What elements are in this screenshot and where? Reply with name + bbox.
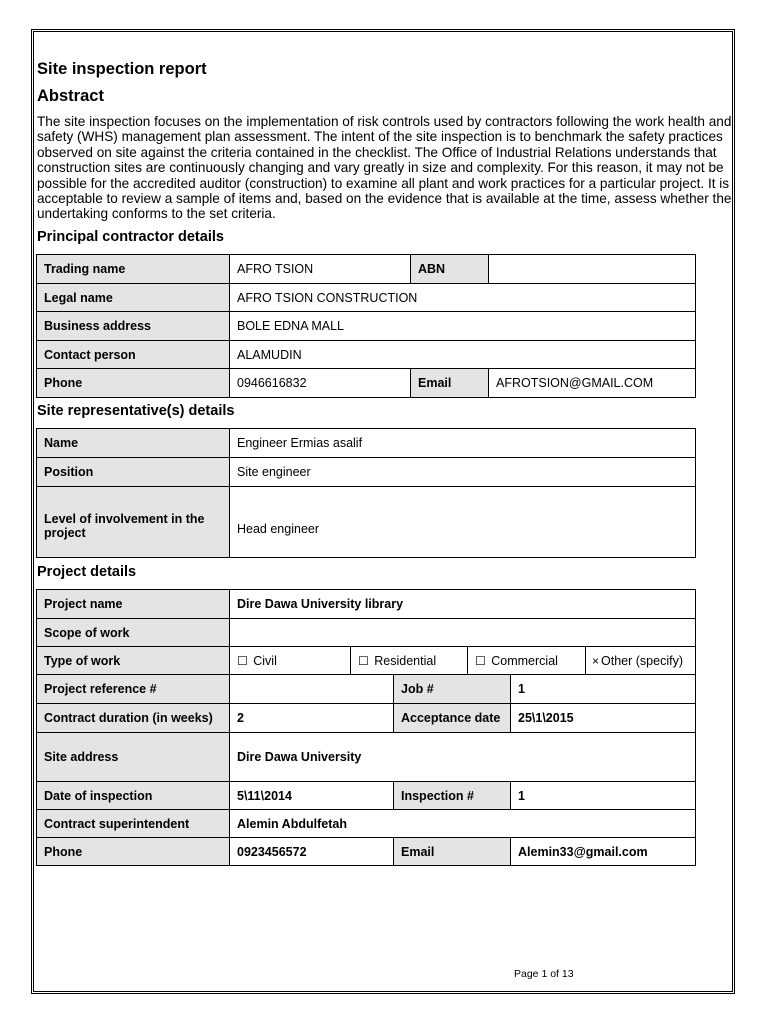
table-row <box>37 590 696 619</box>
table-row <box>37 675 696 704</box>
checkbox-icon: ☐ <box>475 653 486 668</box>
site-representative-table <box>36 428 696 558</box>
table-row <box>37 733 696 782</box>
site-address-label: Site address <box>37 733 230 782</box>
business-address-value: BOLE EDNA MALL <box>230 312 696 341</box>
cross-icon: × <box>592 653 600 668</box>
table-row <box>37 782 696 810</box>
phone-label: Phone <box>37 369 230 398</box>
rep-name-label: Name <box>37 429 230 458</box>
report-title: Site inspection report <box>37 60 207 78</box>
type-option-other[interactable]: × Other (specify) <box>586 647 696 675</box>
scope-of-work-value <box>230 619 696 647</box>
table-row <box>37 369 696 398</box>
rep-name-value: Engineer Ermias asalif <box>230 429 696 458</box>
legal-name-value: AFRO TSION CONSTRUCTION <box>230 284 696 312</box>
type-option-residential[interactable]: ☐ Residential <box>351 647 468 675</box>
contact-person-label: Contact person <box>37 341 230 369</box>
type-option-civil[interactable]: ☐ Civil <box>230 647 351 675</box>
job-number-label: Job # <box>394 675 511 704</box>
email-label: Email <box>411 369 489 398</box>
involvement-label: Level of involvement in the project <box>37 487 230 558</box>
inspection-date-value: 5\11\2014 <box>230 782 394 810</box>
principal-contractor-heading: Principal contractor details <box>37 229 224 245</box>
project-reference-value <box>230 675 394 704</box>
email-value: AFROTSION@GMAIL.COM <box>489 369 696 398</box>
table-row <box>37 810 696 838</box>
involvement-value: Head engineer <box>230 487 696 558</box>
table-row <box>37 838 696 866</box>
table-row <box>37 619 696 647</box>
table-row <box>37 312 696 341</box>
table-row <box>37 255 696 284</box>
site-address-value: Dire Dawa University <box>230 733 696 782</box>
superintendent-label: Contract superintendent <box>37 810 230 838</box>
scope-of-work-label: Scope of work <box>37 619 230 647</box>
project-phone-value: 0923456572 <box>230 838 394 866</box>
contract-duration-value: 2 <box>230 704 394 733</box>
inspection-number-label: Inspection # <box>394 782 511 810</box>
table-row <box>37 647 696 675</box>
table-row <box>37 487 696 558</box>
phone-value: 0946616832 <box>230 369 411 398</box>
trading-name-label: Trading name <box>37 255 230 284</box>
table-row <box>37 458 696 487</box>
acceptance-date-value: 25\1\2015 <box>511 704 696 733</box>
abstract-heading: Abstract <box>37 87 104 105</box>
abn-label: ABN <box>411 255 489 284</box>
project-email-label: Email <box>394 838 511 866</box>
rep-position-label: Position <box>37 458 230 487</box>
project-details-table <box>36 589 696 866</box>
project-phone-label: Phone <box>37 838 230 866</box>
checkbox-icon: ☐ <box>237 653 248 668</box>
abn-value <box>489 255 696 284</box>
abstract-text: The site inspection focuses on the implementation of risk controls used by contractors following the work health and safety (WHS) management plan assessment. The intent of the site inspection is to benchmark the safety practices observed on site against the criteria contained in the checklist. The Office of Industrial Relations understands that construction sites are continuously changing and vary greatly in size and complexity. For this reason, it may not be possible for the accredited auditor (construction) to examine all plant and work practices for a particular project. It is acceptable to review a sample of items and, based on the evidence that is available at the time, assess whether the undertaking conforms to the set criteria. <box>37 114 732 222</box>
table-row <box>37 429 696 458</box>
contact-person-value: ALAMUDIN <box>230 341 696 369</box>
job-number-value: 1 <box>511 675 696 704</box>
project-reference-label: Project reference # <box>37 675 230 704</box>
rep-position-value: Site engineer <box>230 458 696 487</box>
table-row <box>37 704 696 733</box>
checkbox-icon: ☐ <box>358 653 369 668</box>
project-details-heading: Project details <box>37 564 137 580</box>
inspection-number-value: 1 <box>511 782 696 810</box>
type-option-commercial[interactable]: ☐ Commercial <box>468 647 586 675</box>
project-name-value: Dire Dawa University library <box>230 590 696 619</box>
inspection-date-label: Date of inspection <box>37 782 230 810</box>
site-representative-heading: Site representative(s) details <box>37 403 235 419</box>
contract-duration-label: Contract duration (in weeks) <box>37 704 230 733</box>
principal-contractor-table <box>36 254 696 398</box>
acceptance-date-label: Acceptance date <box>394 704 511 733</box>
table-row <box>37 341 696 369</box>
type-of-work-label: Type of work <box>37 647 230 675</box>
superintendent-value: Alemin Abdulfetah <box>230 810 696 838</box>
business-address-label: Business address <box>37 312 230 341</box>
project-name-label: Project name <box>37 590 230 619</box>
table-row <box>37 284 696 312</box>
project-email-value: Alemin33@gmail.com <box>511 838 696 866</box>
page-number: Page 1 of 13 <box>514 968 574 980</box>
trading-name-value: AFRO TSION <box>230 255 411 284</box>
legal-name-label: Legal name <box>37 284 230 312</box>
